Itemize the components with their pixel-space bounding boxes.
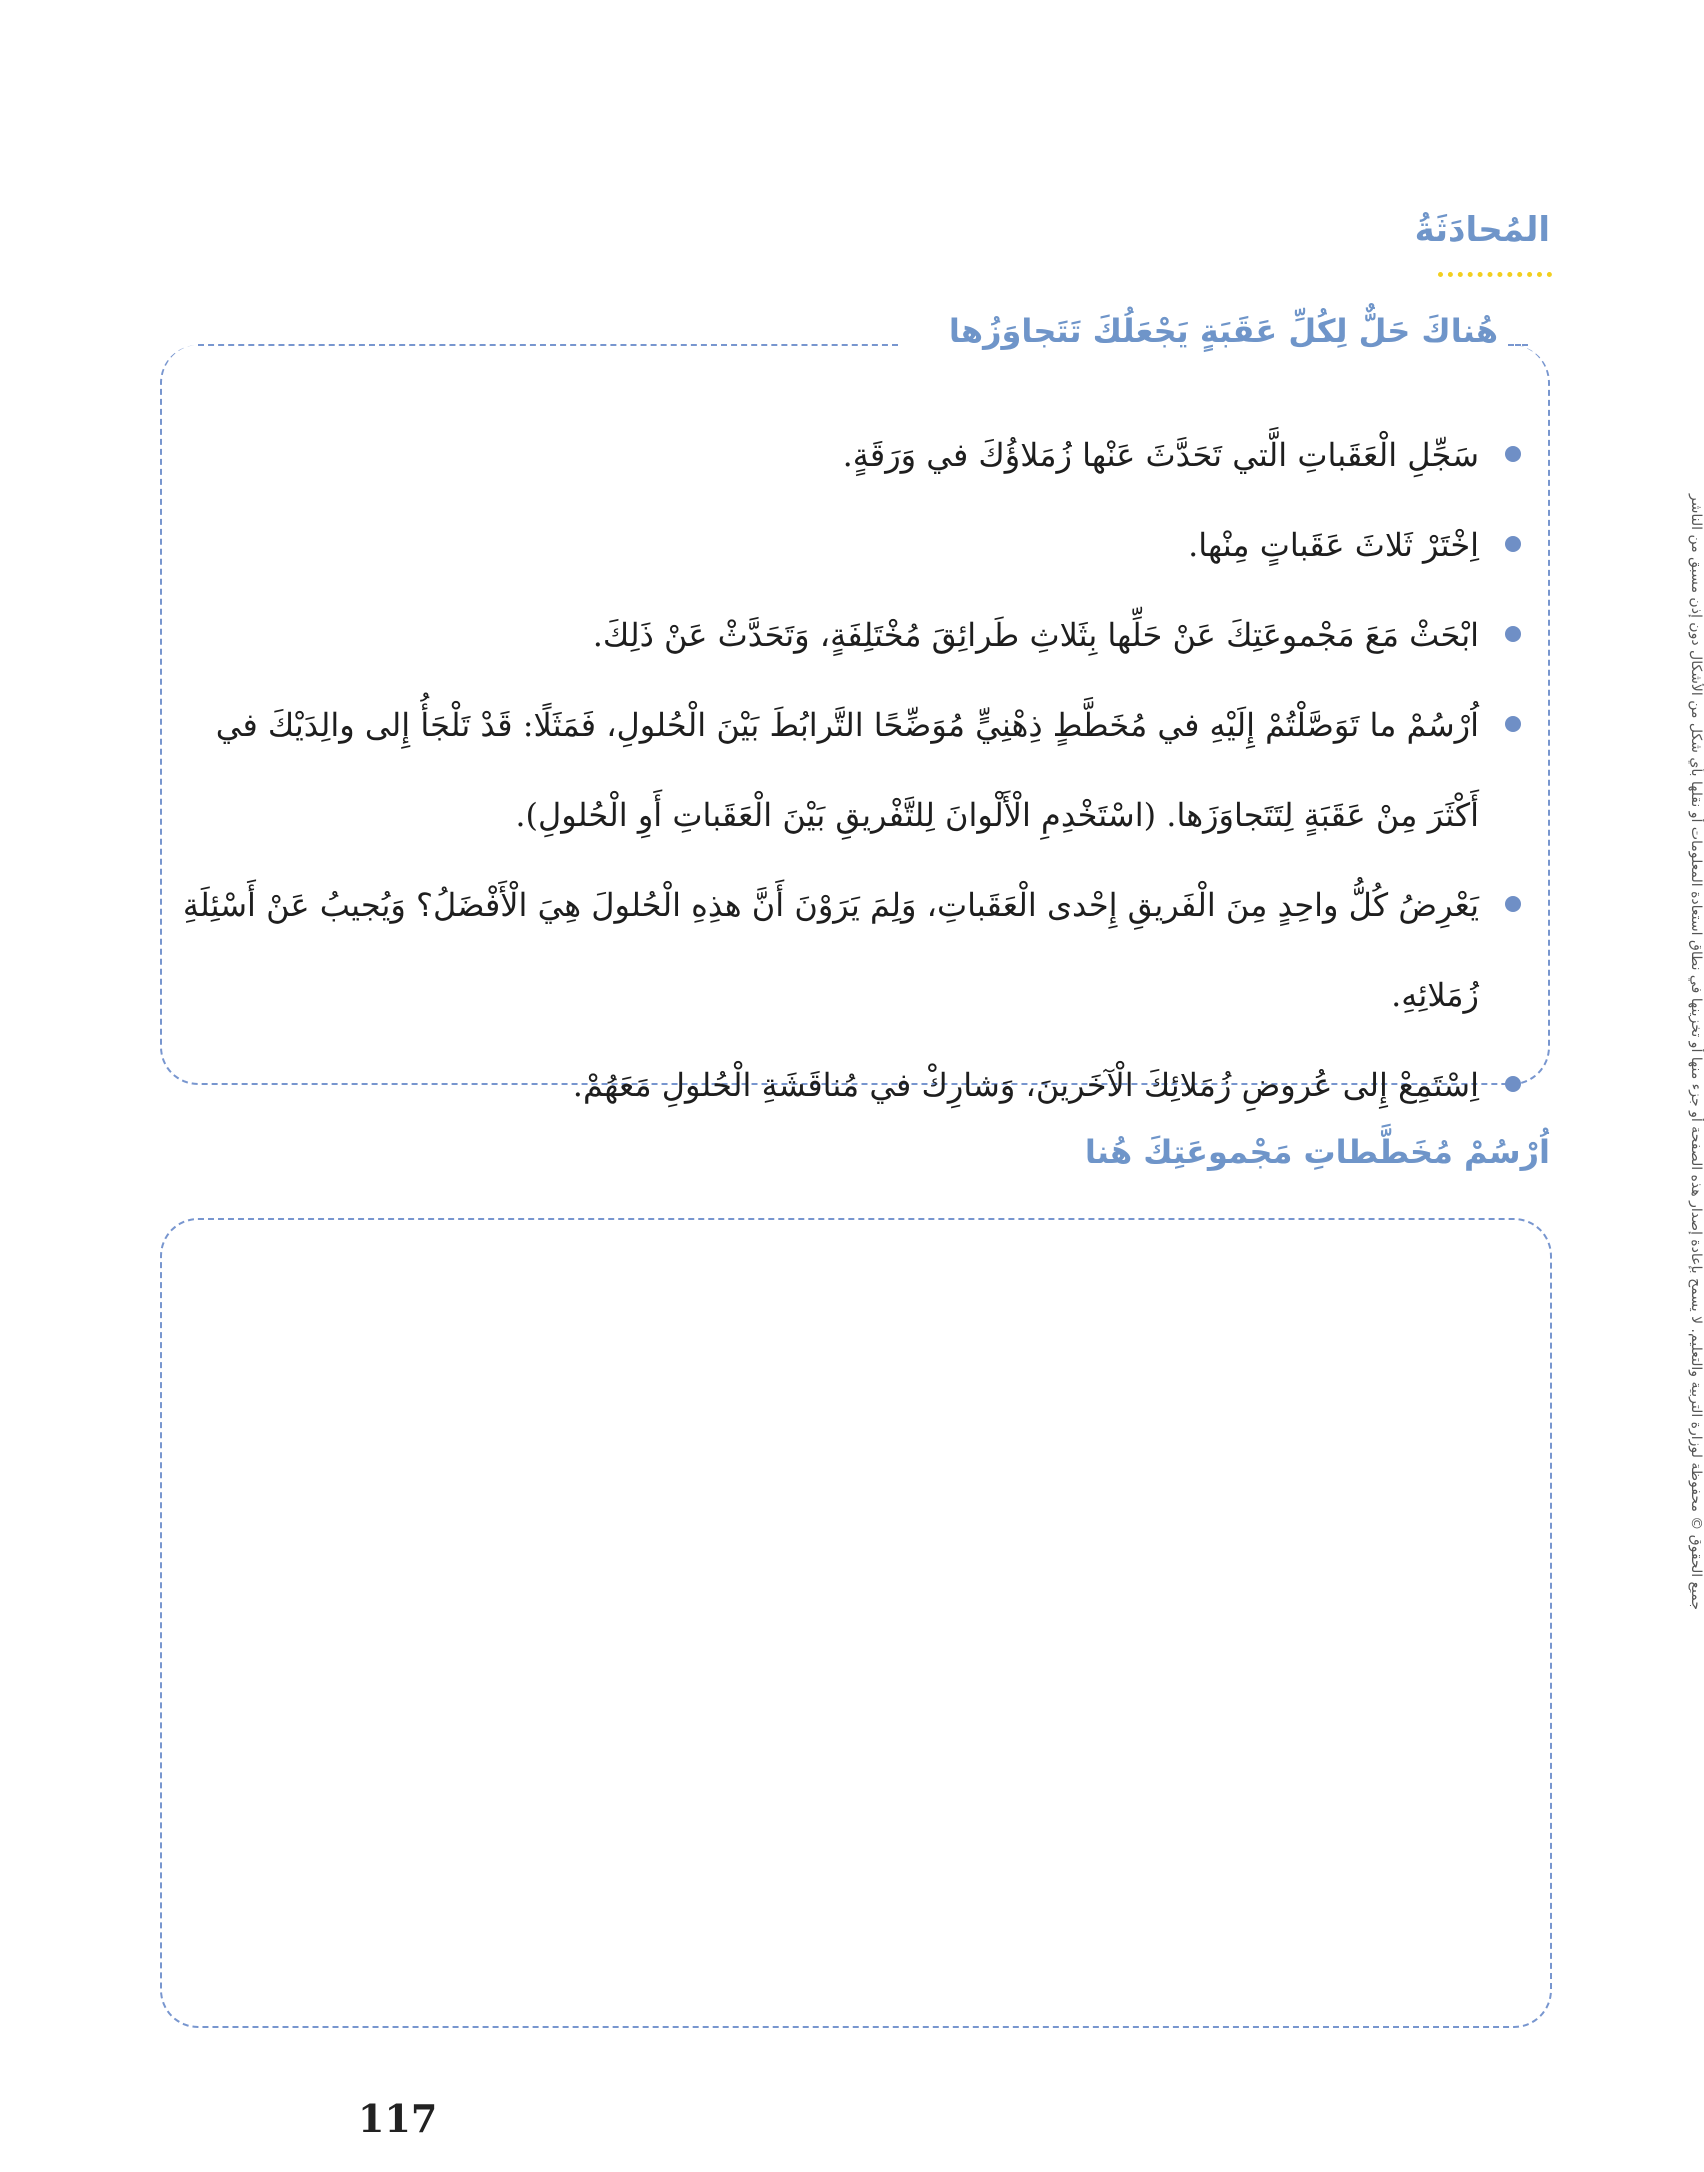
activity-box-top-border-right — [1508, 344, 1528, 346]
activity-list — [180, 410, 1525, 1130]
page-number: 117 — [358, 2096, 438, 2141]
list-item — [180, 860, 1525, 1040]
list-item — [180, 680, 1525, 860]
bullet-icon — [1505, 536, 1521, 552]
list-item-text: يَعْرِضُ كُلُّ واحِدٍ مِنَ الْفَريقِ إِحْدى الْعَقَباتِ، وَلِمَ يَرَوْنَ أَنَّ هذِهِ الْحُلولَ هِيَ الْأَفْضَلُ؟ وَيُجيبُ عَنْ أَسْئِلَةِ زُمَلائِهِ. — [182, 886, 1479, 1014]
list-item — [180, 410, 1525, 500]
draw-area-heading: اُرْسُمْ مُخَطَّطاتِ مَجْموعَتِكَ هُنا — [1084, 1133, 1550, 1171]
list-item-text: اِخْتَرْ ثَلاثَ عَقَباتٍ مِنْها. — [1188, 526, 1479, 564]
activity-box-heading: هُناكَ حَلٌّ لِكُلِّ عَقَبَةٍ يَجْعَلُكَ تَتَجاوَزُها — [939, 312, 1508, 350]
bullet-icon — [1505, 446, 1521, 462]
bullet-icon — [1505, 896, 1521, 912]
list-item — [180, 1040, 1525, 1130]
title-underline-dots — [1438, 272, 1552, 277]
bullet-icon — [1505, 626, 1521, 642]
copyright-side-note: جميع الحقوق © محفوظة لوزارة التربية والتعليم. لا يسمح بإعادة إصدار هذه الصفحة أو جزء منها أو تخزينها في نطاق استعادة المعلومات أو نقلها بأي شكل من الأشكال دون إذن مسبق من الناشر — [1688, 493, 1704, 1610]
list-item-text: اِسْتَمِعْ إِلى عُروضِ زُمَلائِكَ الْآخَرينَ، وَشارِكْ في مُناقَشَةِ الْحُلولِ مَعَهُمْ. — [572, 1066, 1479, 1104]
bullet-icon — [1505, 1076, 1521, 1092]
list-item — [180, 590, 1525, 680]
bullet-icon — [1505, 716, 1521, 732]
list-item-text: ابْحَثْ مَعَ مَجْموعَتِكَ عَنْ حَلِّها بِثَلاثِ طَرائِقَ مُخْتَلِفَةٍ، وَتَحَدَّثْ عَنْ ذَلِكَ. — [592, 616, 1479, 654]
list-item — [180, 500, 1525, 590]
list-item-text: اُرْسُمْ ما تَوَصَّلْتُمْ إِلَيْهِ في مُخَطَّطٍ ذِهْنِيٍّ مُوَضِّحًا التَّرابُطَ بَيْنَ الْحُلولِ، فَمَثَلًا: قَدْ تَلْجَأُ إِلى والِدَيْكَ في أَكْثَرَ مِنْ عَقَبَةٍ لِتَتَجاوَزَها. (اسْتَخْدِمِ الْأَلْوانَ لِلتَّفْريقِ بَيْنَ الْعَقَباتِ أَوِ الْحُلولِ). — [215, 706, 1479, 834]
list-item-text: سَجِّلِ الْعَقَباتِ الَّتي تَحَدَّثَ عَنْها زُمَلاؤُكَ في وَرَقَةٍ. — [842, 436, 1479, 474]
drawing-area-box[interactable] — [160, 1218, 1552, 2028]
activity-box-top-border-left — [198, 344, 898, 346]
section-title: المُحادَثَةُ — [1414, 210, 1550, 250]
